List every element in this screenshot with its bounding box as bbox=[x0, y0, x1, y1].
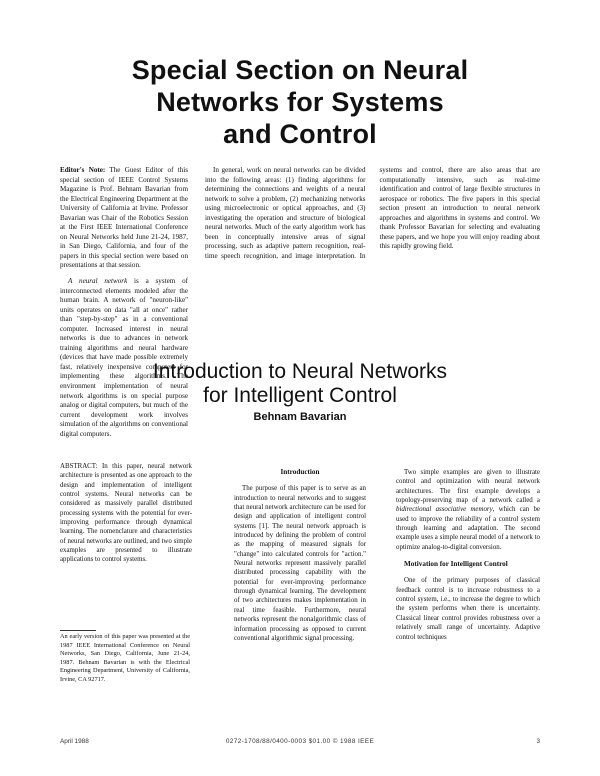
intro-paragraph-text: is a system of interconnected elements modeled after the human brain. A network of "neuron-like" units operates on data "all at once" rather than "step-by-step" as in a conventional computer. Increased interest in neural networks is due to advances in network training algorithms and neural hardware (devices that have made possible extremely fast, relatively inexpensive computers for implementing these algorithms. The environment implementation of neural network algorithms is on special purpose analog or digital computers, but much of the current development work involves simulation of the algorithms on conventional digital computers. bbox=[60, 277, 188, 438]
author-name: Behnam Bavarian bbox=[253, 411, 347, 423]
intro-paragraph: In general, work on neural networks can be divided into the following areas: (1) finding algorithms for determining the connections and weights of a neural network to solve a problem, (2) mechanizing networks using microelectronic or optical approaches, and (3) investigating the operation and structure of biological neural networks. Much of the early algorithm work has been in conceptually intensive areas of signal processing, such as adaptive pattern recognition, real-time speech recognition, and image interpretation. In systems and control, there are also areas that are computationally intensive, such as real-time identification and control of large flexible structures in aerospace or robotics. The five papers in this special section present an introduction to neural network approaches and algorithms in systems and control. We thank Professor Bavarian for selecting and evaluating these papers, and we hope you will enjoy reading about this rapidly growing field. bbox=[205, 166, 540, 260]
abstract-label: ABSTRACT: bbox=[60, 463, 98, 470]
title-line: Networks for Systems bbox=[156, 87, 444, 117]
introduction-body: The purpose of this paper is to serve as an introduction to neural networks and to suggest that neural network architecture can be used for design and application of intelligent control systems [1]. The neural network approach is introduced by defining the problem of control as the mapping of measured signals for "change" into calculated controls for "action." Neural networks represent massively parallel distributed processing capability with the potential for ever-improving performance through dynamical learning. The development of two architectures makes implementation in real time feasible. Furthermore, neural networks represent the nonalgorithmic class of information processing as opposed to current conventional algorithmic signal processing. bbox=[234, 485, 366, 642]
footer-copyright: 0272-1708/88/0400-0003 $01.00 © 1988 IEEE bbox=[225, 738, 375, 745]
abstract-column bbox=[60, 462, 192, 570]
article-title-line: for Intelligent Control bbox=[203, 383, 397, 407]
footer-date: April 1988 bbox=[60, 738, 89, 745]
intro-continued bbox=[205, 166, 540, 358]
examples-column bbox=[396, 468, 540, 647]
page-number: 3 bbox=[536, 738, 540, 745]
title-line: Special Section on Neural bbox=[131, 55, 469, 85]
footnote: An early version of this paper was presented at the 1987 IEEE International Conference on Neural Networks, San Diego, California, June 21-24, 1987. Behnam Bavarian is with the Electrical Engineering Department, University of California, Irvine, CA 92717. bbox=[60, 633, 190, 683]
abstract bbox=[60, 462, 192, 565]
emphasis-term-inline: bidirectional associative memory bbox=[396, 506, 493, 514]
motivation-body: One of the primary purposes of classical feedback control is to increase robustness to a control system, i.e., to increase the degree to which the system performs when there is uncertainty. Classical linear control provides robustness over a relatively small range of uncertainty. Adaptive control techniques bbox=[396, 577, 540, 641]
article-title-line: Introduction to Neural Networks bbox=[152, 360, 448, 383]
introduction-heading: Introduction bbox=[280, 468, 320, 476]
introduction-column bbox=[234, 468, 366, 648]
title-line: and Control bbox=[223, 119, 377, 149]
article-title bbox=[60, 360, 540, 407]
editor-note bbox=[60, 166, 188, 271]
examples-paragraph: Two simple examples are given to illustrate control and optimization with neural network architectures. The first example develops a topology-preserving map of a network called a bidirectional associative memory, which can be used to improve the reliability of a control system through learning and adaptation. The second example uses a simple neural model of a network to optimize analog-to-digital conversion. bbox=[396, 469, 540, 551]
editor-note-body: The Guest Editor of this special section of IEEE Control Systems Magazine is Prof. Behnam Bavarian from the Electrical Engineering Department at the University of California at Irvine. Professor Bavarian was Chair of the Robotics Session at the First IEEE International Conference on Neural Networks held June 21-24, 1987, in San Diego, California, and four of the papers in this special section were based on presentations at that session. bbox=[60, 166, 188, 270]
editor-note-label: Editor's Note: bbox=[60, 166, 106, 174]
footnote-divider bbox=[60, 630, 96, 631]
motivation-heading: Motivation for Intelligent Control bbox=[404, 560, 508, 569]
neural-network-term: A neural network bbox=[68, 277, 128, 286]
special-section-title bbox=[60, 54, 540, 150]
abstract-body: In this paper, neural network architecture is presented as one approach to the design and implementation of intelligent control systems. Neural networks can be considered as massively parallel distributed processing systems with the potential for ever-improving performance through dynamical learning. The nomenclature and characteristics of neural networks are outlined, and two simple examples are presented to illustrate applications to control systems. bbox=[60, 463, 192, 564]
